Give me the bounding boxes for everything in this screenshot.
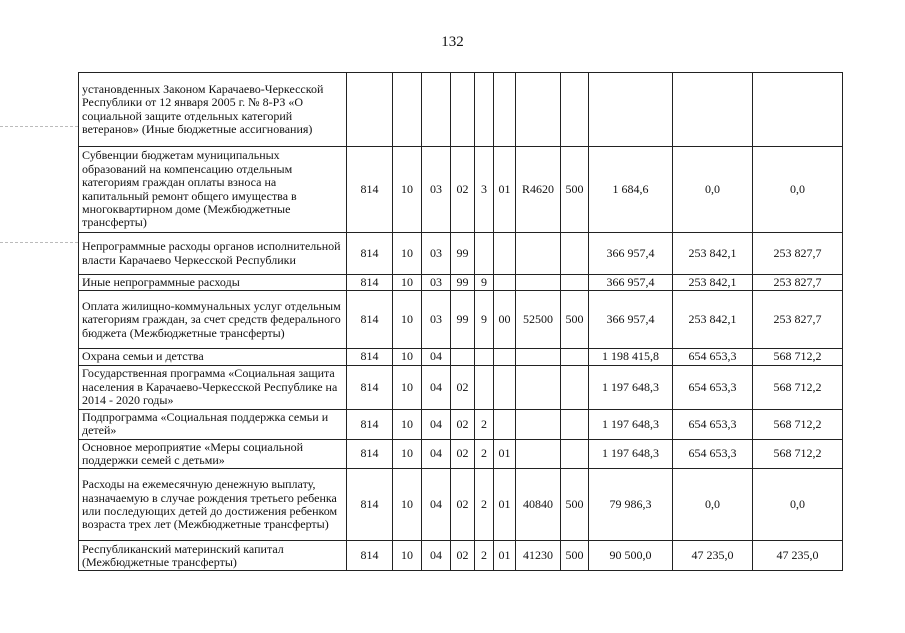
cell-direction <box>516 409 561 439</box>
cell-event <box>494 233 516 275</box>
cell-event: 01 <box>494 469 516 541</box>
cell-ministry: 814 <box>347 541 393 571</box>
cell-section: 10 <box>393 275 422 291</box>
cell-name: Охрана семьи и детства <box>79 349 347 365</box>
cell-sum2 <box>673 73 753 147</box>
cell-ministry: 814 <box>347 275 393 291</box>
cell-subsection: 04 <box>422 349 451 365</box>
cell-ministry: 814 <box>347 439 393 469</box>
cell-direction <box>516 275 561 291</box>
cell-section: 10 <box>393 365 422 409</box>
cell-sum1: 90 500,0 <box>589 541 673 571</box>
table-row <box>79 233 843 275</box>
cell-subprogram: 2 <box>475 469 494 541</box>
cell-direction: 40840 <box>516 469 561 541</box>
cell-kind: 500 <box>561 147 589 233</box>
cell-subprogram: 9 <box>475 291 494 349</box>
budget-table <box>78 72 843 571</box>
cell-ministry: 814 <box>347 147 393 233</box>
cell-name: Подпрограмма «Социальная поддержка семьи и детей» <box>79 409 347 439</box>
cell-ministry: 814 <box>347 291 393 349</box>
cell-section: 10 <box>393 439 422 469</box>
cell-sum2: 654 653,3 <box>673 349 753 365</box>
cell-program: 99 <box>451 291 475 349</box>
table-row <box>79 349 843 365</box>
cell-section: 10 <box>393 469 422 541</box>
cell-section: 10 <box>393 147 422 233</box>
table-row <box>79 409 843 439</box>
cell-kind: 500 <box>561 291 589 349</box>
cell-direction <box>516 73 561 147</box>
cell-subprogram: 2 <box>475 541 494 571</box>
cell-kind <box>561 349 589 365</box>
table-row <box>79 439 843 469</box>
cell-kind <box>561 365 589 409</box>
cell-sum2: 253 842,1 <box>673 291 753 349</box>
cell-direction <box>516 439 561 469</box>
cell-sum1: 366 957,4 <box>589 275 673 291</box>
table-row <box>79 365 843 409</box>
cell-name: установденных Законом Карачаево-Черкесской Республики от 12 января 2005 г. № 8-РЗ «О социальной защите отдельных категорий ветеранов» (Иные бюджетные ассигнования) <box>79 73 347 147</box>
cell-name: Расходы на ежемесячную денежную выплату, назначаемую в случае рождения третьего ребенка или последующих детей до достижения ребенком возраста трех лет (Межбюджетные трансферты) <box>79 469 347 541</box>
cell-ministry <box>347 73 393 147</box>
cell-subsection: 03 <box>422 147 451 233</box>
table-row <box>79 291 843 349</box>
cell-sum1: 1 684,6 <box>589 147 673 233</box>
cell-sum1: 1 197 648,3 <box>589 365 673 409</box>
cell-ministry: 814 <box>347 233 393 275</box>
cell-ministry: 814 <box>347 409 393 439</box>
cell-direction: 41230 <box>516 541 561 571</box>
cell-kind: 500 <box>561 541 589 571</box>
cell-name: Непрограммные расходы органов исполнительной власти Карачаево Черкесской Республики <box>79 233 347 275</box>
cell-subprogram <box>475 365 494 409</box>
cell-sum2: 654 653,3 <box>673 439 753 469</box>
margin-mark <box>0 126 78 127</box>
margin-mark <box>0 242 78 243</box>
cell-subsection <box>422 73 451 147</box>
cell-section <box>393 73 422 147</box>
table-body <box>79 73 843 571</box>
cell-sum3: 568 712,2 <box>753 439 843 469</box>
cell-subprogram <box>475 73 494 147</box>
cell-kind <box>561 233 589 275</box>
cell-ministry: 814 <box>347 365 393 409</box>
cell-subprogram: 2 <box>475 439 494 469</box>
cell-program <box>451 349 475 365</box>
cell-event: 00 <box>494 291 516 349</box>
cell-event <box>494 349 516 365</box>
cell-sum2: 47 235,0 <box>673 541 753 571</box>
cell-sum2: 253 842,1 <box>673 275 753 291</box>
cell-section: 10 <box>393 541 422 571</box>
cell-sum1: 366 957,4 <box>589 291 673 349</box>
table-row <box>79 275 843 291</box>
cell-sum1: 1 197 648,3 <box>589 409 673 439</box>
cell-sum1: 1 198 415,8 <box>589 349 673 365</box>
cell-kind <box>561 73 589 147</box>
cell-subsection: 04 <box>422 469 451 541</box>
cell-program: 99 <box>451 233 475 275</box>
cell-sum1: 1 197 648,3 <box>589 439 673 469</box>
cell-section: 10 <box>393 409 422 439</box>
cell-section: 10 <box>393 291 422 349</box>
cell-direction: R4620 <box>516 147 561 233</box>
cell-program <box>451 73 475 147</box>
cell-sum2: 0,0 <box>673 147 753 233</box>
cell-sum3: 568 712,2 <box>753 349 843 365</box>
cell-sum3: 253 827,7 <box>753 275 843 291</box>
cell-direction <box>516 233 561 275</box>
cell-program: 02 <box>451 365 475 409</box>
cell-direction <box>516 365 561 409</box>
cell-sum3: 0,0 <box>753 147 843 233</box>
cell-kind <box>561 275 589 291</box>
cell-name: Иные непрограммные расходы <box>79 275 347 291</box>
cell-sum3: 253 827,7 <box>753 291 843 349</box>
cell-program: 02 <box>451 469 475 541</box>
cell-sum1 <box>589 73 673 147</box>
cell-subprogram <box>475 349 494 365</box>
cell-program: 02 <box>451 147 475 233</box>
cell-sum1: 79 986,3 <box>589 469 673 541</box>
cell-sum2: 0,0 <box>673 469 753 541</box>
cell-event: 01 <box>494 541 516 571</box>
cell-program: 02 <box>451 541 475 571</box>
page-number: 132 <box>441 34 464 50</box>
table-row <box>79 469 843 541</box>
cell-subsection: 03 <box>422 275 451 291</box>
cell-ministry: 814 <box>347 469 393 541</box>
cell-section: 10 <box>393 349 422 365</box>
cell-name: Основное мероприятие «Меры социальной поддержки семей с детьми» <box>79 439 347 469</box>
table-row <box>79 541 843 571</box>
cell-subsection: 04 <box>422 365 451 409</box>
cell-program: 02 <box>451 439 475 469</box>
cell-sum2: 253 842,1 <box>673 233 753 275</box>
cell-event <box>494 409 516 439</box>
cell-event <box>494 73 516 147</box>
cell-program: 02 <box>451 409 475 439</box>
cell-event: 01 <box>494 439 516 469</box>
cell-sum3: 253 827,7 <box>753 233 843 275</box>
cell-subprogram <box>475 233 494 275</box>
cell-name: Субвенции бюджетам муниципальных образований на компенсацию отдельным категориям граждан оплаты взноса на капитальный ремонт общего имущества в многоквартирном доме (Межбюджетные трансферты) <box>79 147 347 233</box>
cell-event <box>494 365 516 409</box>
cell-name: Оплата жилищно-коммунальных услуг отдельным категориям граждан, за счет средств федерального бюджета (Межбюджетные трансферты) <box>79 291 347 349</box>
cell-kind <box>561 439 589 469</box>
cell-subsection: 04 <box>422 439 451 469</box>
cell-sum3: 47 235,0 <box>753 541 843 571</box>
cell-subprogram: 2 <box>475 409 494 439</box>
cell-sum3 <box>753 73 843 147</box>
cell-subsection: 03 <box>422 291 451 349</box>
cell-subsection: 04 <box>422 541 451 571</box>
table-row <box>79 147 843 233</box>
cell-subprogram: 3 <box>475 147 494 233</box>
cell-direction: 52500 <box>516 291 561 349</box>
cell-ministry: 814 <box>347 349 393 365</box>
cell-program: 99 <box>451 275 475 291</box>
cell-event <box>494 275 516 291</box>
cell-name: Государственная программа «Социальная защита населения в Карачаево-Черкесской Республике на 2014 - 2020 годы» <box>79 365 347 409</box>
cell-subsection: 04 <box>422 409 451 439</box>
cell-direction <box>516 349 561 365</box>
cell-event: 01 <box>494 147 516 233</box>
cell-sum2: 654 653,3 <box>673 409 753 439</box>
cell-kind: 500 <box>561 469 589 541</box>
cell-subprogram: 9 <box>475 275 494 291</box>
cell-sum3: 0,0 <box>753 469 843 541</box>
cell-sum3: 568 712,2 <box>753 409 843 439</box>
cell-subsection: 03 <box>422 233 451 275</box>
cell-kind <box>561 409 589 439</box>
cell-name: Республиканский материнский капитал (Межбюджетные трансферты) <box>79 541 347 571</box>
cell-section: 10 <box>393 233 422 275</box>
cell-sum1: 366 957,4 <box>589 233 673 275</box>
table-row <box>79 73 843 147</box>
cell-sum2: 654 653,3 <box>673 365 753 409</box>
cell-sum3: 568 712,2 <box>753 365 843 409</box>
